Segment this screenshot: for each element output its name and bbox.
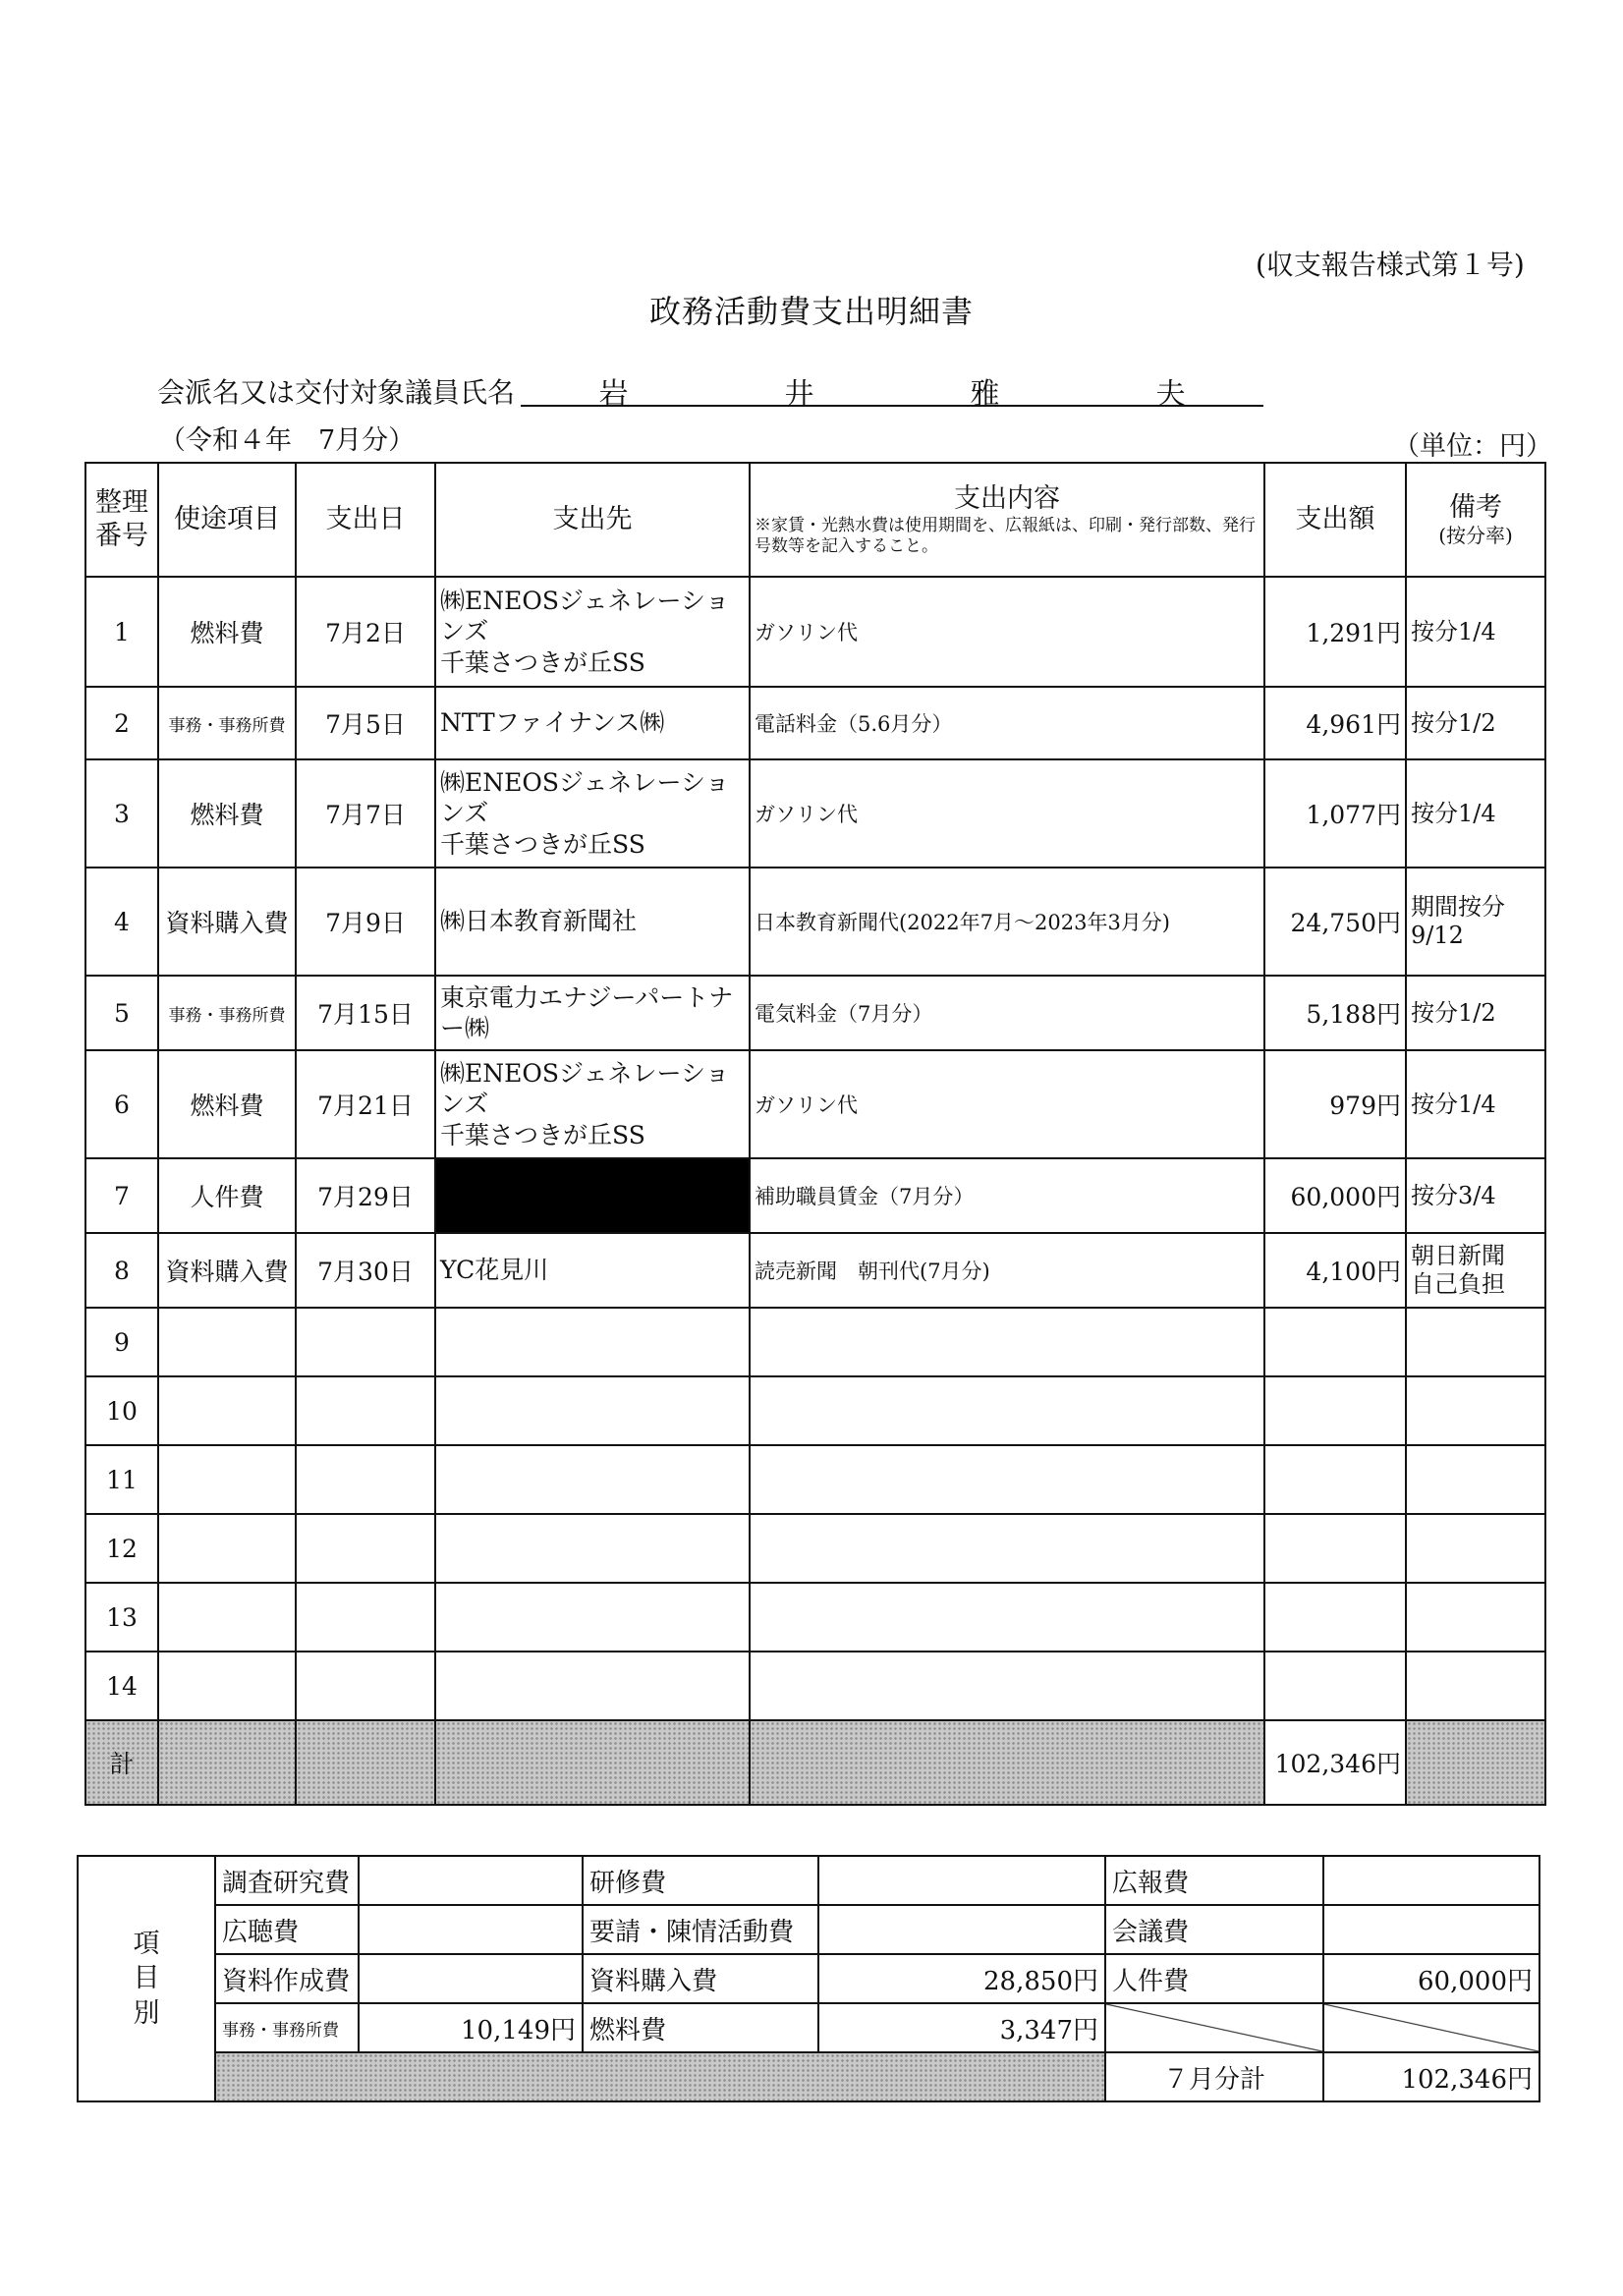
row-date: 7月9日 (296, 868, 435, 976)
row-content: ガソリン代 (750, 759, 1264, 868)
row-content: 日本教育新聞代(2022年7月～2023年3月分) (750, 868, 1264, 976)
remarks-header-label: 備考 (1449, 491, 1502, 523)
row-remarks: 按分1/2 (1406, 976, 1545, 1050)
row-remarks: 按分1/4 (1406, 759, 1545, 868)
summary-office-value: 10,149円 (359, 2003, 583, 2052)
row-remarks (1406, 1376, 1545, 1445)
row-number: 7 (85, 1158, 158, 1233)
col-header-payee: 支出先 (435, 463, 750, 577)
row-item: 資料購入費 (158, 868, 296, 976)
summary-research-label: 調査研究費 (215, 1856, 359, 1905)
row-date: 7月30日 (296, 1233, 435, 1308)
total-amount: 102,346円 (1264, 1720, 1406, 1805)
summary-research-value (359, 1856, 583, 1905)
row-date (296, 1445, 435, 1514)
row-amount: 4,961円 (1264, 687, 1406, 759)
summary-materials-purchase-value: 28,850円 (818, 1954, 1105, 2003)
row-item (158, 1514, 296, 1583)
row-payee (435, 1308, 750, 1376)
row-amount: 24,750円 (1264, 868, 1406, 976)
table-row (85, 759, 1545, 868)
col-header-amount: 支出額 (1264, 463, 1406, 577)
row-content (750, 1376, 1264, 1445)
row-date: 7月7日 (296, 759, 435, 868)
row-amount (1264, 1514, 1406, 1583)
table-row (85, 976, 1545, 1050)
summary-month-total-value: 102,346円 (1323, 2052, 1539, 2101)
summary-materials-making-value (359, 1954, 583, 2003)
summary-hearing-value (359, 1905, 583, 1954)
table-row (85, 1376, 1545, 1445)
row-item: 燃料費 (158, 759, 296, 868)
row-amount (1264, 1376, 1406, 1445)
row-item: 人件費 (158, 1158, 296, 1233)
summary-blank-diagonal (1105, 2003, 1323, 2052)
row-item: 事務・事務所費 (158, 976, 296, 1050)
row-remarks: 按分1/4 (1406, 577, 1545, 687)
row-date: 7月29日 (296, 1158, 435, 1233)
row-content (750, 1583, 1264, 1652)
row-payee: 東京電力エナジーパートナー㈱ (435, 976, 750, 1050)
row-date: 7月21日 (296, 1050, 435, 1158)
table-row (85, 1050, 1545, 1158)
row-content: ガソリン代 (750, 1050, 1264, 1158)
member-name-char: 夫 (1155, 377, 1186, 412)
row-item (158, 1583, 296, 1652)
row-item: 資料購入費 (158, 1233, 296, 1308)
summary-training-label: 研修費 (583, 1856, 818, 1905)
row-number: 4 (85, 868, 158, 976)
row-item: 事務・事務所費 (158, 687, 296, 759)
row-amount (1264, 1445, 1406, 1514)
row-amount: 979円 (1264, 1050, 1406, 1158)
row-content (750, 1445, 1264, 1514)
row-payee (435, 1158, 750, 1233)
row-content (750, 1652, 1264, 1720)
category-summary-table (77, 1855, 1540, 2102)
row-number: 5 (85, 976, 158, 1050)
row-payee: ㈱ENEOSジェネレーションズ 千葉さつきが丘SS (435, 1050, 750, 1158)
table-row (85, 1158, 1545, 1233)
row-date (296, 1583, 435, 1652)
row-date (296, 1308, 435, 1376)
row-number: 6 (85, 1050, 158, 1158)
row-payee: NTTファイナンス㈱ (435, 687, 750, 759)
row-payee (435, 1376, 750, 1445)
row-amount (1264, 1652, 1406, 1720)
table-row (85, 1514, 1545, 1583)
row-item (158, 1376, 296, 1445)
col-header-remarks (1406, 463, 1545, 577)
summary-materials-making-label: 資料作成費 (215, 1954, 359, 2003)
table-row (85, 1445, 1545, 1514)
row-amount (1264, 1308, 1406, 1376)
row-amount: 1,077円 (1264, 759, 1406, 868)
row-item (158, 1308, 296, 1376)
row-number: 8 (85, 1233, 158, 1308)
summary-petition-label: 要請・陳情活動費 (583, 1905, 818, 1954)
row-payee (435, 1445, 750, 1514)
table-header-row (85, 463, 1545, 577)
member-name-label: 会派名又は交付対象議員氏名 (157, 376, 516, 409)
row-date (296, 1652, 435, 1720)
row-number: 12 (85, 1514, 158, 1583)
summary-fuel-value: 3,347円 (818, 2003, 1105, 2052)
summary-blank-diagonal (1323, 2003, 1539, 2052)
document-title: 政務活動費支出明細書 (648, 293, 974, 330)
row-content (750, 1514, 1264, 1583)
col-header-date: 支出日 (296, 463, 435, 577)
row-content: 補助職員賃金（7月分） (750, 1158, 1264, 1233)
row-remarks (1406, 1583, 1545, 1652)
row-payee: YC花見川 (435, 1233, 750, 1308)
row-payee (435, 1583, 750, 1652)
row-content: 電気料金（7月分） (750, 976, 1264, 1050)
total-row (85, 1720, 1545, 1805)
table-row (85, 577, 1545, 687)
content-header-note: ※家賃・光熱水費は使用期間を、広報紙は、印刷・発行部数、発行号数等を記入すること。 (755, 515, 1256, 556)
row-number: 10 (85, 1376, 158, 1445)
row-remarks: 期間按分 9/12 (1406, 868, 1545, 976)
form-number: (収支報告様式第１号) (1256, 249, 1525, 281)
row-remarks (1406, 1514, 1545, 1583)
summary-pr-label: 広報費 (1105, 1856, 1323, 1905)
row-number: 2 (85, 687, 158, 759)
summary-fuel-label: 燃料費 (583, 2003, 818, 2052)
summary-training-value (818, 1856, 1105, 1905)
table-row (85, 1308, 1545, 1376)
row-remarks (1406, 1652, 1545, 1720)
summary-pr-value (1323, 1856, 1539, 1905)
row-payee: ㈱日本教育新聞社 (435, 868, 750, 976)
expense-table (84, 462, 1546, 1806)
row-remarks (1406, 1308, 1545, 1376)
table-row (85, 1583, 1545, 1652)
member-name-char: 岩 (598, 377, 629, 412)
summary-personnel-label: 人件費 (1105, 1954, 1323, 2003)
row-amount: 5,188円 (1264, 976, 1406, 1050)
col-header-no: 整理番号 (85, 463, 158, 577)
row-number: 1 (85, 577, 158, 687)
row-date: 7月2日 (296, 577, 435, 687)
row-number: 13 (85, 1583, 158, 1652)
row-remarks: 按分1/4 (1406, 1050, 1545, 1158)
row-payee (435, 1652, 750, 1720)
row-date (296, 1514, 435, 1583)
unit-label: （単位：円） (1393, 431, 1552, 462)
row-number: 14 (85, 1652, 158, 1720)
row-payee (435, 1514, 750, 1583)
summary-personnel-value: 60,000円 (1323, 1954, 1539, 2003)
row-content: 電話料金（5.6月分） (750, 687, 1264, 759)
row-remarks: 按分3/4 (1406, 1158, 1545, 1233)
summary-materials-purchase-label: 資料購入費 (583, 1954, 818, 2003)
row-number: 3 (85, 759, 158, 868)
row-number: 9 (85, 1308, 158, 1376)
row-content: ガソリン代 (750, 577, 1264, 687)
summary-shaded-area (215, 2052, 1105, 2101)
row-item: 燃料費 (158, 577, 296, 687)
col-header-content (750, 463, 1264, 577)
summary-side-label: 項目別 (78, 1856, 215, 2101)
table-row (85, 1233, 1545, 1308)
row-payee: ㈱ENEOSジェネレーションズ 千葉さつきが丘SS (435, 759, 750, 868)
summary-hearing-label: 広聴費 (215, 1905, 359, 1954)
row-date (296, 1376, 435, 1445)
remarks-header-sub: (按分率) (1438, 524, 1513, 548)
row-remarks: 按分1/2 (1406, 687, 1545, 759)
row-content (750, 1308, 1264, 1376)
row-payee: ㈱ENEOSジェネレーションズ 千葉さつきが丘SS (435, 577, 750, 687)
row-number: 11 (85, 1445, 158, 1514)
member-name-char: 井 (784, 377, 814, 412)
row-remarks: 朝日新聞 自己負担 (1406, 1233, 1545, 1308)
member-name-field (521, 369, 1263, 412)
row-remarks (1406, 1445, 1545, 1514)
summary-month-total-label: ７月分計 (1105, 2052, 1323, 2101)
report-period: （令和４年 7月分） (159, 425, 416, 456)
total-label: 計 (85, 1720, 158, 1805)
summary-meeting-label: 会議費 (1105, 1905, 1323, 1954)
col-header-item: 使途項目 (158, 463, 296, 577)
summary-meeting-value (1323, 1905, 1539, 1954)
row-date: 7月15日 (296, 976, 435, 1050)
summary-petition-value (818, 1905, 1105, 1954)
table-row (85, 1652, 1545, 1720)
table-row (85, 868, 1545, 976)
row-amount: 1,291円 (1264, 577, 1406, 687)
member-name-char: 雅 (970, 377, 1000, 412)
row-amount: 4,100円 (1264, 1233, 1406, 1308)
summary-office-label: 事務・事務所費 (215, 2003, 359, 2052)
row-amount: 60,000円 (1264, 1158, 1406, 1233)
table-row (85, 687, 1545, 759)
row-amount (1264, 1583, 1406, 1652)
row-item: 燃料費 (158, 1050, 296, 1158)
row-content: 読売新聞 朝刊代(7月分) (750, 1233, 1264, 1308)
content-header-label: 支出内容 (954, 482, 1060, 514)
row-item (158, 1652, 296, 1720)
row-date: 7月5日 (296, 687, 435, 759)
row-item (158, 1445, 296, 1514)
